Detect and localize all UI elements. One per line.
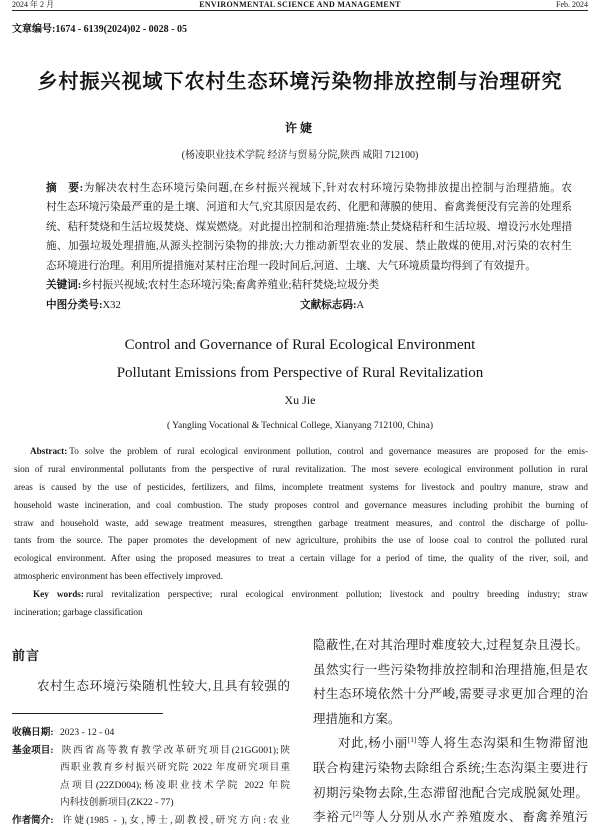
keywords-cn-label: 关键词: (46, 280, 82, 291)
footnote-author-bio (12, 812, 290, 830)
keywords-en-label: Key words: (33, 589, 84, 600)
affiliation-en: ( Yangling Vocational & Technical College, Xianyang 712100, China) (166, 421, 434, 431)
document-code-value: A (356, 299, 365, 311)
body-text-line (313, 805, 588, 830)
header-rule (12, 10, 588, 11)
footnote-funding-line: 内科技创新项目(ZK22 - 77) (60, 797, 174, 809)
paper-title-en-line: Control and Governance of Rural Ecological Environment (124, 337, 476, 353)
affiliation-cn: (杨凌职业技术学院 经济与贸易分院,陕西 咸阳 712100) (181, 150, 419, 161)
abstract-en-label: Abstract: (30, 446, 68, 456)
abstract-cn-line (46, 179, 572, 199)
body-text-segment: 等人分别从水产养殖废水、畜禽养殖污 (361, 810, 588, 825)
abstract-cn-text: 为解决农村生态环境污染问题,在乡村振兴视域下,针对农村环境污染物排放提出控制与治理措施。农 (83, 182, 573, 194)
header-issue-date-en: Feb. 2024 (556, 0, 588, 9)
keywords-en-value: rural revitalization perspective; rural ecological environment pollution; livestock and poultry breeding industry; straw (85, 589, 588, 600)
author-name-en: Xu Jie (284, 393, 316, 407)
body-text-line: 虽然实行一些污染物排放控制和治理措施,但是农 (313, 662, 588, 677)
header-journal-name: ENVIRONMENTAL SCIENCE AND MANAGEMENT (199, 0, 401, 9)
footnote-funding-line: 西职业教育乡村振兴研究院 2022 年度研究项目重 (60, 762, 290, 774)
abstract-en-line: straw and household waste, add sewage treatment measures, strengthen garbage treatment measures, and control the discharge of pollu- (14, 517, 588, 528)
body-text-segment: 等人将生态沟渠和生物滞留池 (416, 736, 588, 751)
document-code-label: 文献标志码: (300, 299, 357, 311)
right-column-body (313, 633, 588, 825)
keywords-en (14, 586, 588, 604)
body-text-line: 村生态环境依然十分严峻,需要寻求更加合理的治 (313, 687, 588, 702)
keywords-cn-value: 乡村振兴视域;农村生态环境污染;畜禽养殖业;秸秆焚烧;垃圾分类 (81, 280, 380, 291)
footnote-funding-text: 陕西省高等教育教学改革研究项目(21GG001);陕 (60, 744, 290, 756)
citation-marker: [1] (407, 735, 417, 745)
body-text-line: 联合构建污染物去除组合系统;生态沟渠主要进行 (313, 760, 588, 775)
keywords-cn (46, 276, 572, 296)
body-text-segment: 李裕元 (313, 810, 353, 825)
body-text-line: 隐蔽性,在对其治理时难度较大,过程复杂且漫长。 (313, 638, 588, 652)
abstract-en-line: atmospheric environment has been effectively improved. (14, 571, 224, 582)
footnote-rule (12, 713, 163, 714)
footnote-author-bio-text: 许婕(1985 - ),女,博士,副教授,研究方向:农业 (60, 814, 290, 826)
abstract-cn-line: 态环境进行治理。利用所提措施对某村庄治理一段时间后,河道、土壤、大气环境质量均得到了有效提升。 (46, 260, 536, 272)
body-text-line: 农村生态环境污染随机性较大,且具有较强的 (37, 679, 290, 693)
footnote-funding-line: 点项目(22ZD004);杨凌职业技术学院 2022 年院 (60, 779, 290, 791)
footnote-received-date (12, 724, 290, 742)
footnotes (12, 724, 290, 826)
clc-number-label: 中图分类号: (46, 299, 103, 311)
article-number (12, 23, 187, 37)
abstract-cn-line: 统、秸秆焚烧和生活垃圾焚烧、煤炭燃烧。对此提出控制和治理措施:禁止焚烧秸秆和生活垃圾、增设污水处理措 (46, 221, 572, 233)
clc-number-value: X32 (102, 299, 121, 311)
abstract-en-line: sion of rural environmental pollutants from the perspective of rural revitalization. The most severe ecological environment pollution in rural (14, 463, 588, 474)
abstract-en (14, 443, 588, 622)
body-text-line: 初期污染物去除,生态滞留池配合完成脱氮处理。 (313, 785, 588, 800)
citation-marker: [2] (352, 809, 362, 818)
abstract-cn-label: 摘 要: (46, 182, 84, 194)
abstract-cn (46, 179, 572, 316)
keywords-en-line: incineration; garbage classification (14, 607, 143, 618)
footnote-received-value: 2023 - 12 - 04 (60, 727, 115, 739)
footnote-funding-label: 基金项目: (12, 744, 54, 756)
section-heading-introduction: 前言 (12, 648, 41, 663)
footnote-received-label: 收稿日期: (12, 727, 54, 739)
abstract-en-text: To solve the problem of rural ecological environment pollution, control and governance measures are proposed for the emis- (69, 446, 588, 456)
abstract-cn-line: 村生态环境污染最严重的是土壤、河道和大气,究其原因是农药、化肥和薄膜的使用、畜禽粪便没有完善的处理系 (46, 202, 572, 213)
abstract-en-line: areas is caused by the use of pesticides, fertilizers, and films, incomplete treatment systems for livestock and poultry manure, straw and (14, 481, 588, 492)
article-number-value: 1674 - 6139(2024)02 - 0028 - 05 (55, 24, 187, 35)
running-header (12, 0, 588, 9)
classification-line (46, 296, 572, 316)
abstract-en-line: household waste incineration, and coal combustion. The study proposes control and governance measures including prohibit the burning of (14, 499, 588, 510)
article-number-label: 文章编号: (12, 24, 56, 35)
abstract-en-line: tants from the source. The paper promotes the development of new agriculture, prohibits the use of loose coal to control the polluted rural (14, 535, 588, 546)
introduction-body (12, 677, 290, 695)
paper-title-en (0, 331, 600, 387)
body-text-segment: 对此,杨小丽 (338, 736, 408, 751)
author-name-cn: 许婕 (284, 121, 315, 135)
paper-title-cn: 乡村振兴视域下农村生态环境污染物排放控制与治理研究 (37, 71, 563, 93)
abstract-en-line: ecological environment. After using the proposed measures to treat a certain village for a period of time, the quality of the river, soil, and (14, 553, 588, 564)
header-issue-date-cn: 2024 年 2 月 (12, 0, 54, 9)
footnote-funding (12, 742, 290, 760)
clc-number (46, 300, 121, 311)
abstract-cn-line: 施、加强垃圾处理措施,从源头控制污染物的排放;大力推动新型农业的发展、禁止散煤的使用,对污染的农村生 (46, 241, 572, 252)
document-code (300, 296, 364, 316)
body-text-line (313, 731, 588, 756)
abstract-en-line (14, 443, 588, 461)
paper-title-en-line: Pollutant Emissions from Perspective of Rural Revitalization (116, 365, 484, 381)
body-text-line: 理措施和方案。 (313, 711, 401, 726)
footnote-author-bio-label: 作者简介: (12, 814, 54, 826)
